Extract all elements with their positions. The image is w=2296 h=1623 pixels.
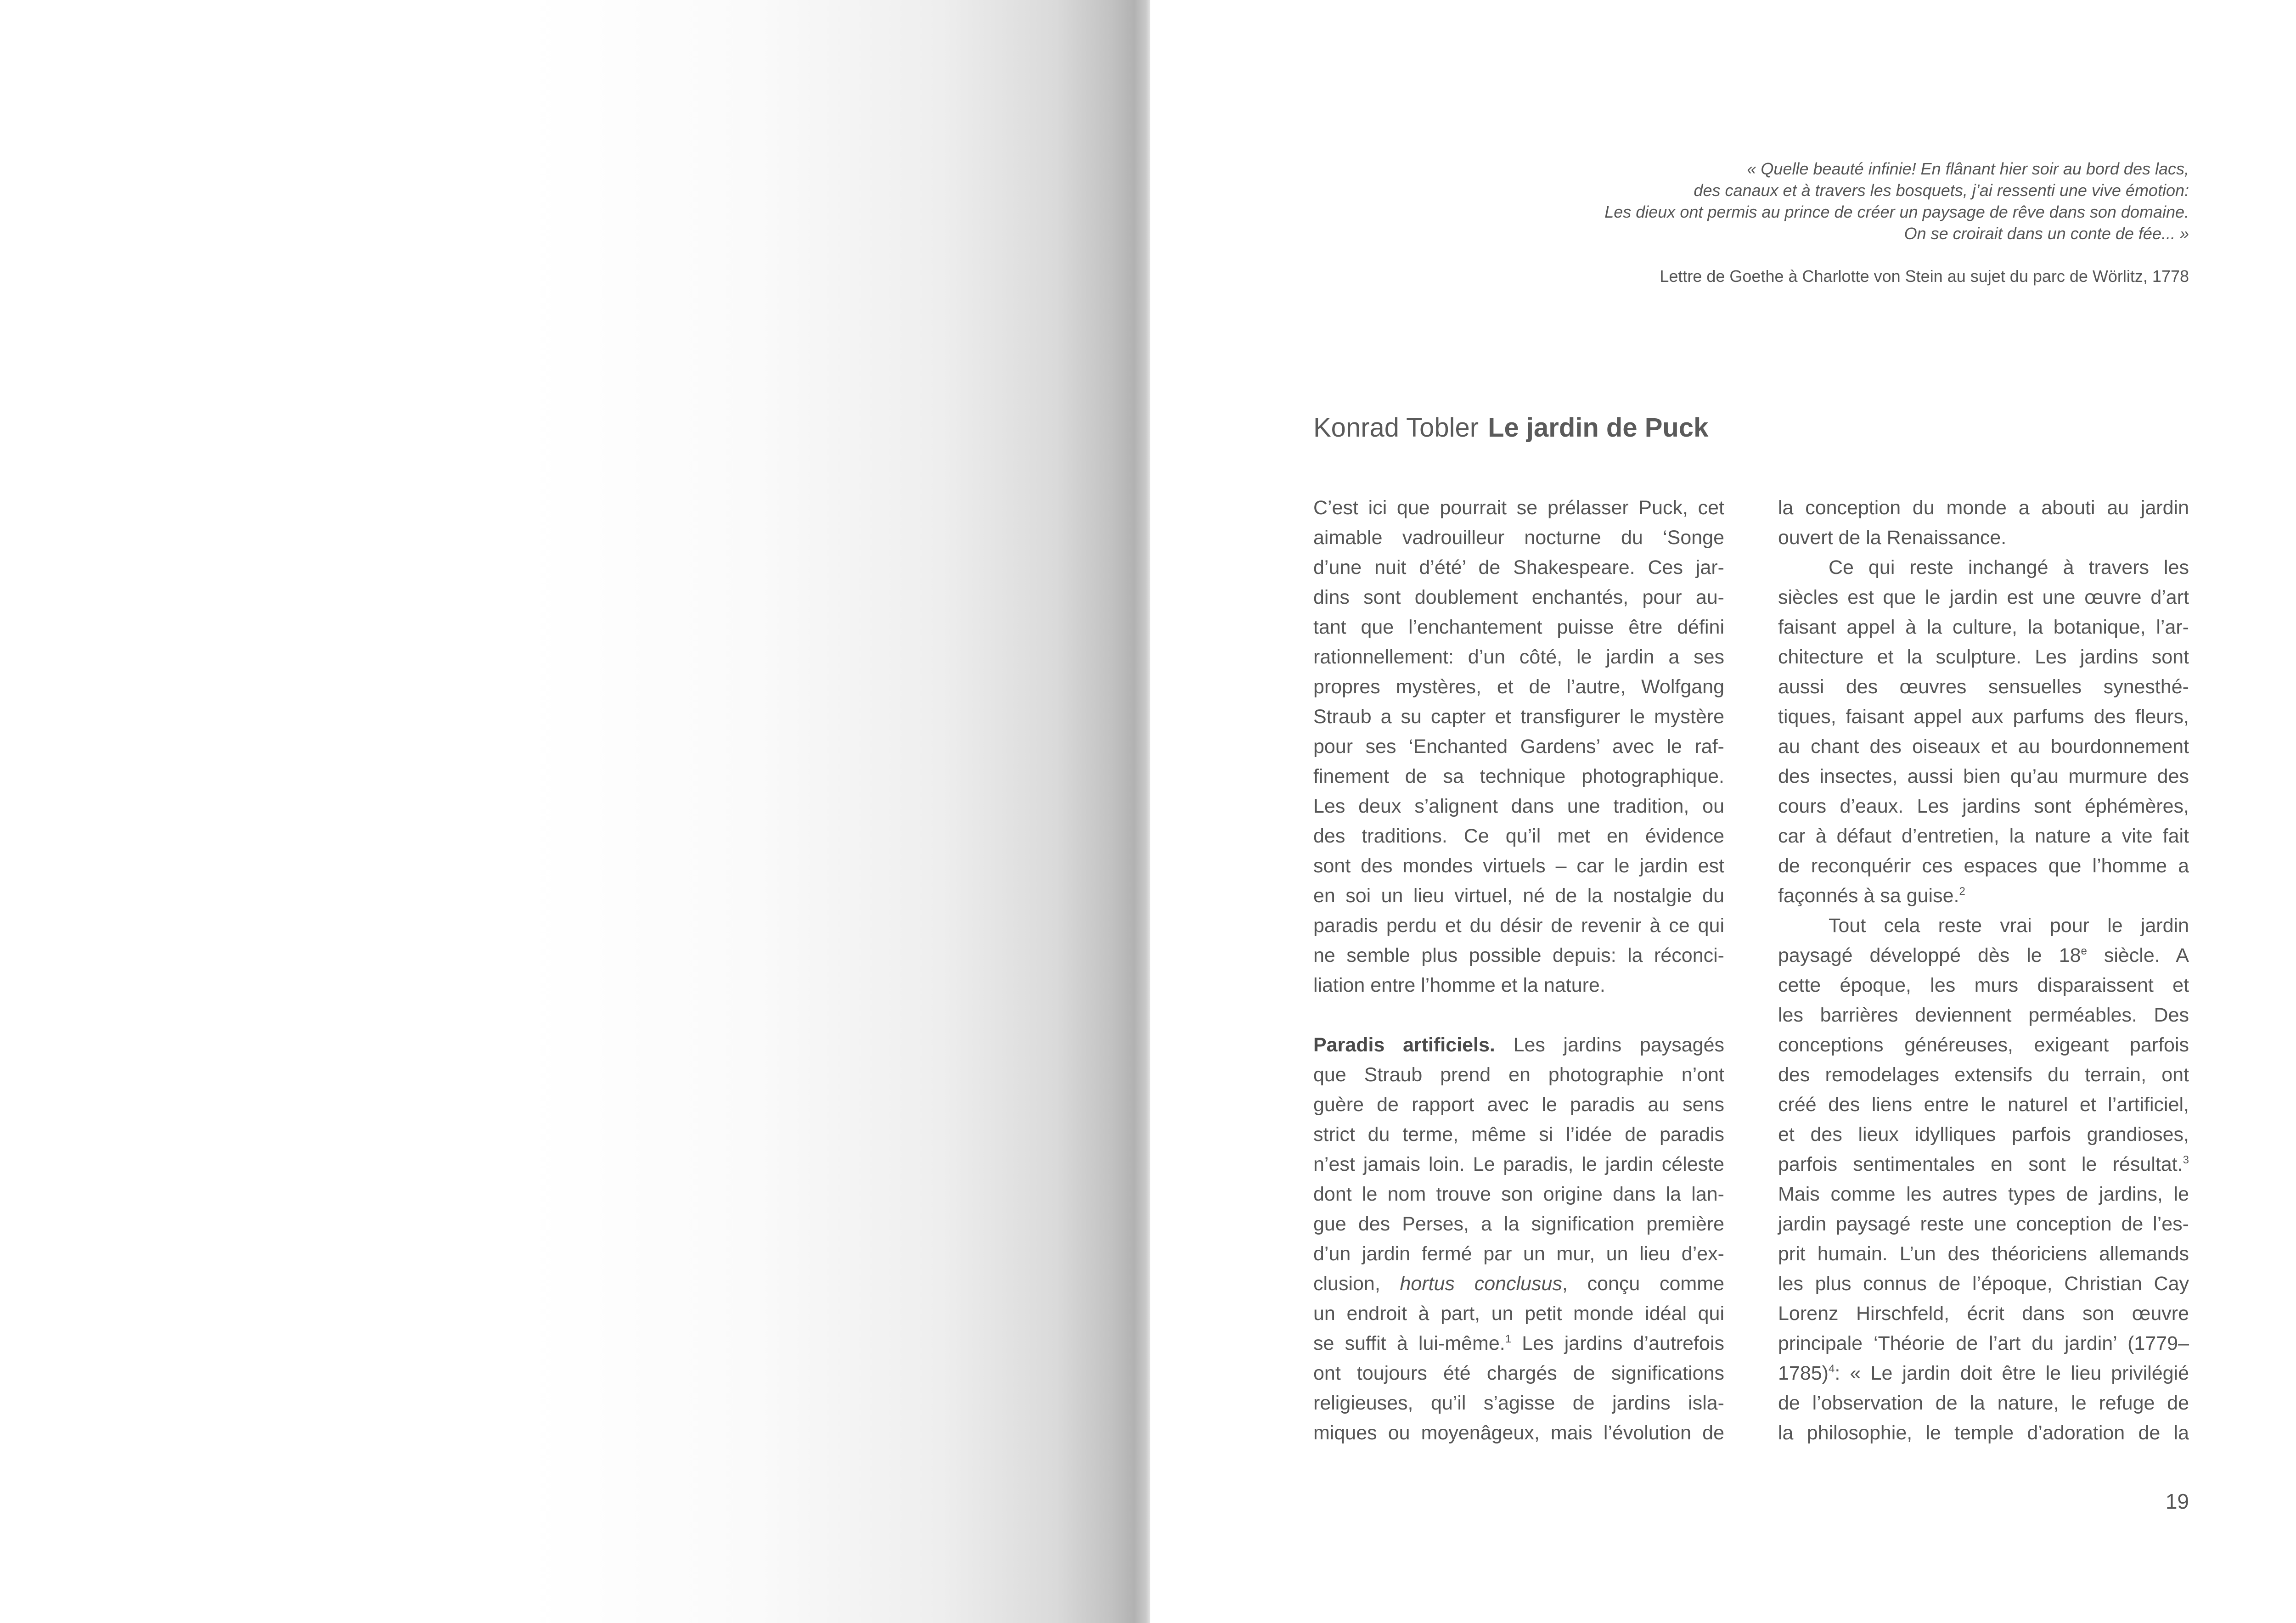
text-line: de reconquérir ces espaces que l’homme a [1778,855,2189,877]
author-name: Konrad Tobler [1313,413,1479,443]
text-run: façonnés à sa guise. [1778,885,1959,907]
text-line: car à défaut d’entretien, la nature a vite fait [1778,825,2189,847]
text-line [1778,881,2189,911]
text-line: de l’observation de la nature, le refuge de [1778,1392,2189,1414]
text-run: clusion, [1313,1273,1400,1295]
text-line [1778,1359,2189,1388]
text-line: paradis perdu et du désir de revenir à ce qui [1313,915,1724,937]
article-heading [1313,410,1708,446]
text-run: 1785) [1778,1362,1829,1384]
text-line [1313,1030,1724,1060]
text-line: en soi un lieu virtuel, né de la nostalgie du [1313,885,1724,907]
epigraph-line: On se croirait dans un conte de fée... » [1904,224,2189,243]
text-line: Mais comme les autres types de jardins, le [1778,1183,2189,1205]
text-line [1778,1150,2189,1179]
text-line: strict du terme, même si l’idée de paradis [1313,1123,1724,1146]
text-line: ouvert de la Renaissance. [1778,527,2007,549]
body-column-left [1313,493,1724,1448]
epigraph-quote [1408,158,2189,244]
text-line: d’une nuit d’été’ de Shakespeare. Ces jar- [1313,556,1724,578]
text-line: ont toujours été chargés de significations [1313,1362,1724,1384]
text-line: aimable vadrouilleur nocturne du ‘Songe [1313,527,1724,549]
text-line: conceptions généreuses, exigeant parfois [1778,1034,2189,1056]
text-line: propres mystères, et de l’autre, Wolfgang [1313,676,1724,698]
text-line: des insectes, aussi bien qu’au murmure des [1778,765,2189,787]
text-line: d’un jardin fermé par un mur, un lieu d’ex- [1313,1243,1724,1265]
text-run: siècle. A [2087,944,2189,966]
text-line: pour ses ‘Enchanted Gardens’ avec le raf- [1313,736,1724,758]
right-page [1150,0,2296,1623]
ordinal-superscript: e [2081,945,2087,957]
text-line: les plus connus de l’époque, Christian Cay [1778,1273,2189,1295]
epigraph-line: des canaux et à travers les bosquets, j’ai ressenti une vive émotion: [1694,181,2189,200]
body-column-right [1778,493,2189,1448]
text-line [1313,1269,1724,1299]
text-line: que Straub prend en photographie n’ont [1313,1064,1724,1086]
text-line: miques ou moyenâgeux, mais l’évolution de [1313,1422,1724,1444]
text-line: liation entre l’homme et la nature. [1313,974,1605,996]
text-line: des traditions. Ce qu’il met en évidence [1313,825,1724,847]
text-line: un endroit à part, un petit monde idéal qui [1313,1303,1724,1325]
text-line: créé des liens entre le naturel et l’artificiel, [1778,1094,2189,1116]
text-line: faisant appel à la culture, la botanique, l’ar- [1778,616,2189,638]
text-line: Straub a su capter et transfigurer le mystère [1313,706,1724,728]
paragraph-gap [1313,1000,1724,1030]
text-line: tant que l’enchantement puisse être défini [1313,616,1724,638]
page-number: 19 [2165,1489,2189,1513]
text-line: dont le nom trouve son origine dans la lan- [1313,1183,1724,1205]
text-line: au chant des oiseaux et au bourdonnement [1778,736,2189,758]
text-line: tiques, faisant appel aux parfums des fleurs, [1778,706,2189,728]
text-line: jardin paysagé reste une conception de l’es- [1778,1213,2189,1235]
text-line: Ce qui reste inchangé à travers les [1829,556,2189,578]
text-run: paysagé développé dès le 18 [1778,944,2081,966]
text-line: finement de sa technique photographique. [1313,765,1724,787]
epigraph-line: « Quelle beauté infinie! En flânant hier soir au bord des lacs, [1747,159,2189,178]
text-run: : « Le jardin doit être le lieu privilégié [1835,1362,2189,1384]
text-line: ne semble plus possible depuis: la réconci- [1313,944,1724,966]
text-line: des remodelages extensifs du terrain, ont [1778,1064,2189,1086]
latin-term: hortus conclusus [1400,1273,1562,1295]
text-line: les barrières deviennent perméables. Des [1778,1004,2189,1026]
text-line [1778,941,2189,971]
text-line: la philosophie, le temple d’adoration de la [1778,1422,2189,1444]
text-line: aussi des œuvres sensuelles synesthé- [1778,676,2189,698]
section-lead: Paradis artificiels. [1313,1034,1495,1056]
text-line: sont des mondes virtuels – car le jardin est [1313,855,1724,877]
text-line: dins sont doublement enchantés, pour au- [1313,586,1724,608]
text-line: n’est jamais loin. Le paradis, le jardin céleste [1313,1153,1724,1175]
text-run: Les jardins d’autrefois [1511,1332,1724,1354]
text-line: et des lieux idylliques parfois grandioses, [1778,1123,2189,1146]
text-line: guère de rapport avec le paradis au sens [1313,1094,1724,1116]
text-line: prit humain. L’un des théoriciens allemands [1778,1243,2189,1265]
text-run: parfois sentimentales en sont le résultat. [1778,1153,2183,1175]
text-run: , conçu comme [1562,1273,1724,1295]
footnote-ref: 2 [1959,885,1965,898]
text-line: C’est ici que pourrait se prélasser Puck, cet [1313,497,1724,519]
text-line: cette époque, les murs disparaissent et [1778,974,2189,996]
text-line [1313,1329,1724,1359]
text-run: se suffit à lui-même. [1313,1332,1505,1354]
epigraph-line: Les dieux ont permis au prince de créer un paysage de rêve dans son domaine. [1604,202,2189,221]
article-title: Le jardin de Puck [1488,413,1709,443]
text-run: Les jardins paysagés [1495,1034,1724,1056]
footnote-ref: 1 [1505,1333,1512,1345]
text-line: chitecture et la sculpture. Les jardins sont [1778,646,2189,668]
text-line: rationnellement: d’un côté, le jardin a ses [1313,646,1724,668]
text-line: siècles est que le jardin est une œuvre d’art [1778,586,2189,608]
text-line: religieuses, qu’il s’agisse de jardins isla- [1313,1392,1724,1414]
text-line: Les deux s’alignent dans une tradition, ou [1313,795,1724,817]
text-line: la conception du monde a abouti au jardin [1778,497,2189,519]
text-line: cours d’eaux. Les jardins sont éphémères, [1778,795,2189,817]
footnote-ref: 4 [1828,1363,1835,1375]
text-line: Lorenz Hirschfeld, écrit dans son œuvre [1778,1303,2189,1325]
footnote-ref: 3 [2183,1154,2189,1166]
epigraph-source: Lettre de Goethe à Charlotte von Stein au sujet du parc de Wörlitz, 1778 [1660,267,2189,286]
text-line: gue des Perses, a la signification première [1313,1213,1724,1235]
text-line: Tout cela reste vrai pour le jardin [1829,915,2189,937]
text-line: principale ‘Théorie de l’art du jardin’ (1779– [1778,1332,2189,1354]
